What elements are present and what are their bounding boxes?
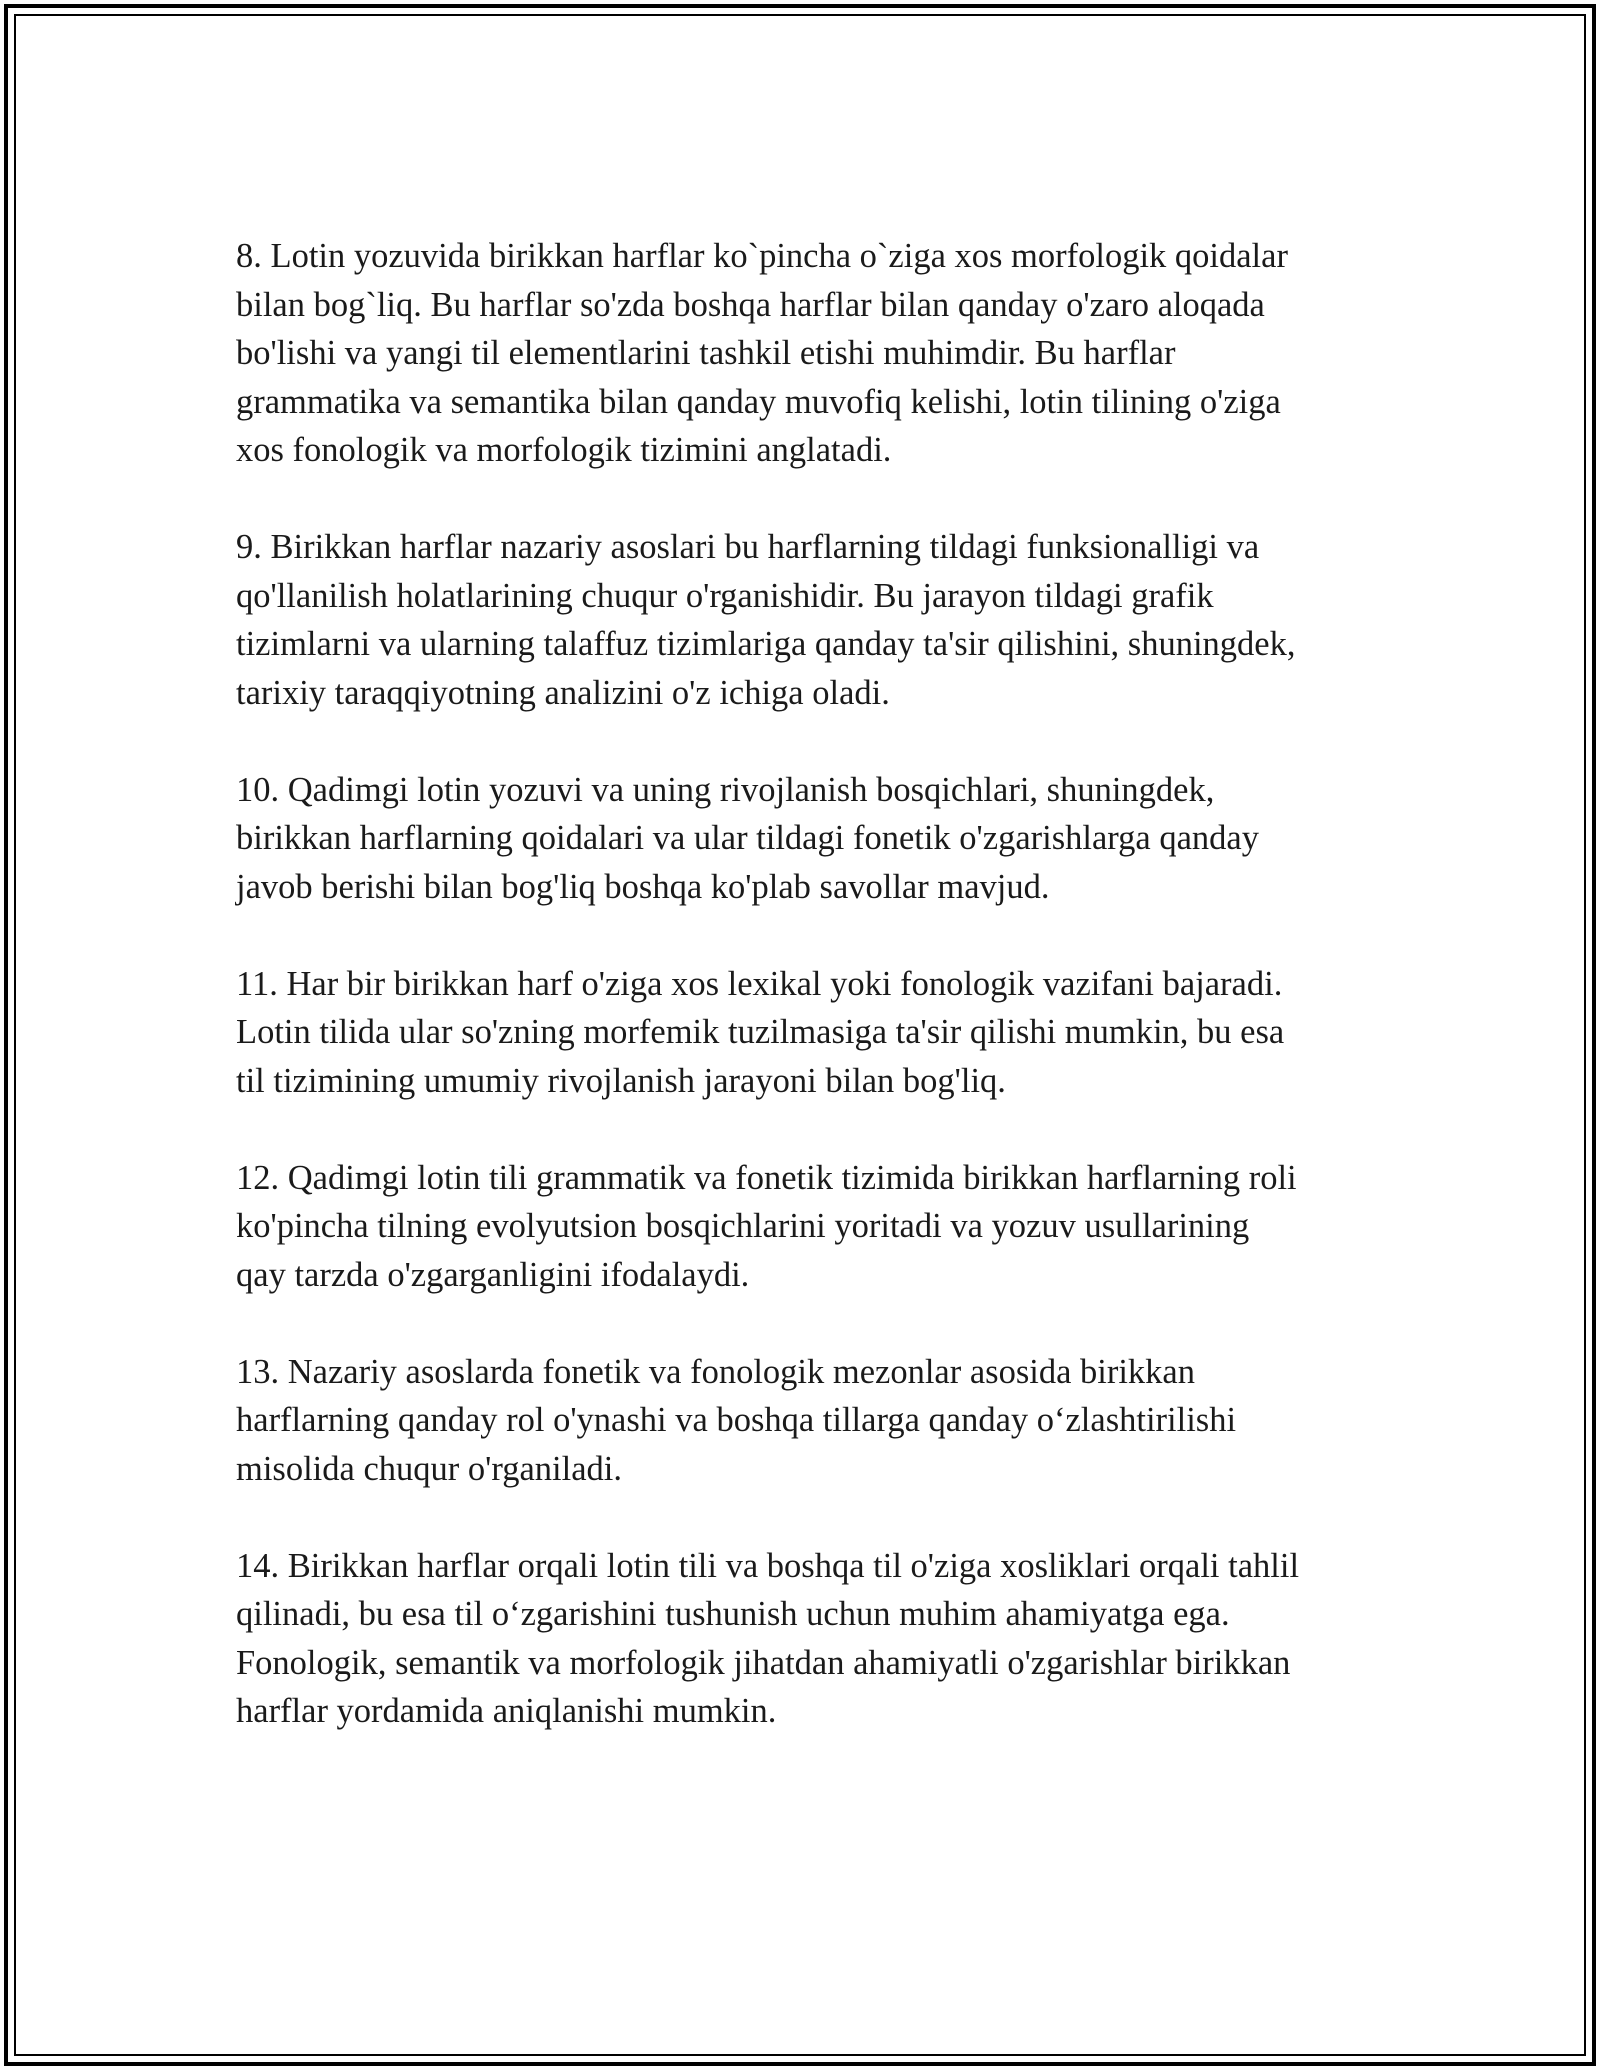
paragraph-12: 12. Qadimgi lotin tili grammatik va fonetik tizimida birikkan harflarning roli ko'pincha tilning evolyutsion bosqichlarini yoritadi va yozuv usullarining qay tarzda o'zgarganligini ifodalaydi. [236, 1158, 1297, 1294]
paragraph-8: 8. Lotin yozuvida birikkan harflar ko`pincha o`ziga xos morfologik qoidalar bilan bog`liq. Bu harflar so'zda boshqa harflar bilan qanday o'zaro aloqada bo'lishi va yangi til elementlarini tashkil etishi muhimdir. Bu harflar grammatika va semantika bilan qanday muvofiq kelishi, lotin tilining o'ziga xos fonologik va morfologik tizimini anglatadi. [236, 237, 1288, 469]
paragraph-11: 11. Har bir birikkan harf o'ziga xos lexikal yoki fonologik vazifani bajaradi. Lotin tilida ular so'zning morfemik tuzilmasiga ta'sir qilishi mumkin, bu esa til tizimining umumiy rivojlanish jarayoni bilan bog'liq. [236, 964, 1285, 1100]
paragraph-10: 10. Qadimgi lotin yozuvi va uning rivojlanish bosqichlari, shuningdek, birikkan harflarning qoidalari va ular tildagi fonetik o'zgarishlarga qanday javob berishi bilan bog'liq boshqa ko'plab savollar mavjud. [236, 770, 1259, 906]
document-body [236, 232, 1386, 1784]
paragraph-14: 14. Birikkan harflar orqali lotin tili va boshqa til o'ziga xosliklari orqali tahlil qilinadi, bu esa til oʻzgarishini tushunish uchun muhim ahamiyatga ega. Fonologik, semantik va morfologik jihatdan ahamiyatli o'zgarishlar birikkan harflar yordamida aniqlanishi mumkin. [236, 1546, 1300, 1730]
paragraph-9: 9. Birikkan harflar nazariy asoslari bu harflarning tildagi funksionalligi va qo'llanilish holatlarining chuqur o'rganishidir. Bu jarayon tildagi grafik tizimlarni va ularning talaffuz tizimlariga qanday ta'sir qilishini, shuningdek, tarixiy taraqqiyotning analizini o'z ichiga oladi. [236, 528, 1296, 712]
paragraph-13: 13. Nazariy asoslarda fonetik va fonologik mezonlar asosida birikkan harflarning qanday rol o'ynashi va boshqa tillarga qanday oʻzlashtirilishi misolida chuqur o'rganiladi. [236, 1352, 1237, 1488]
